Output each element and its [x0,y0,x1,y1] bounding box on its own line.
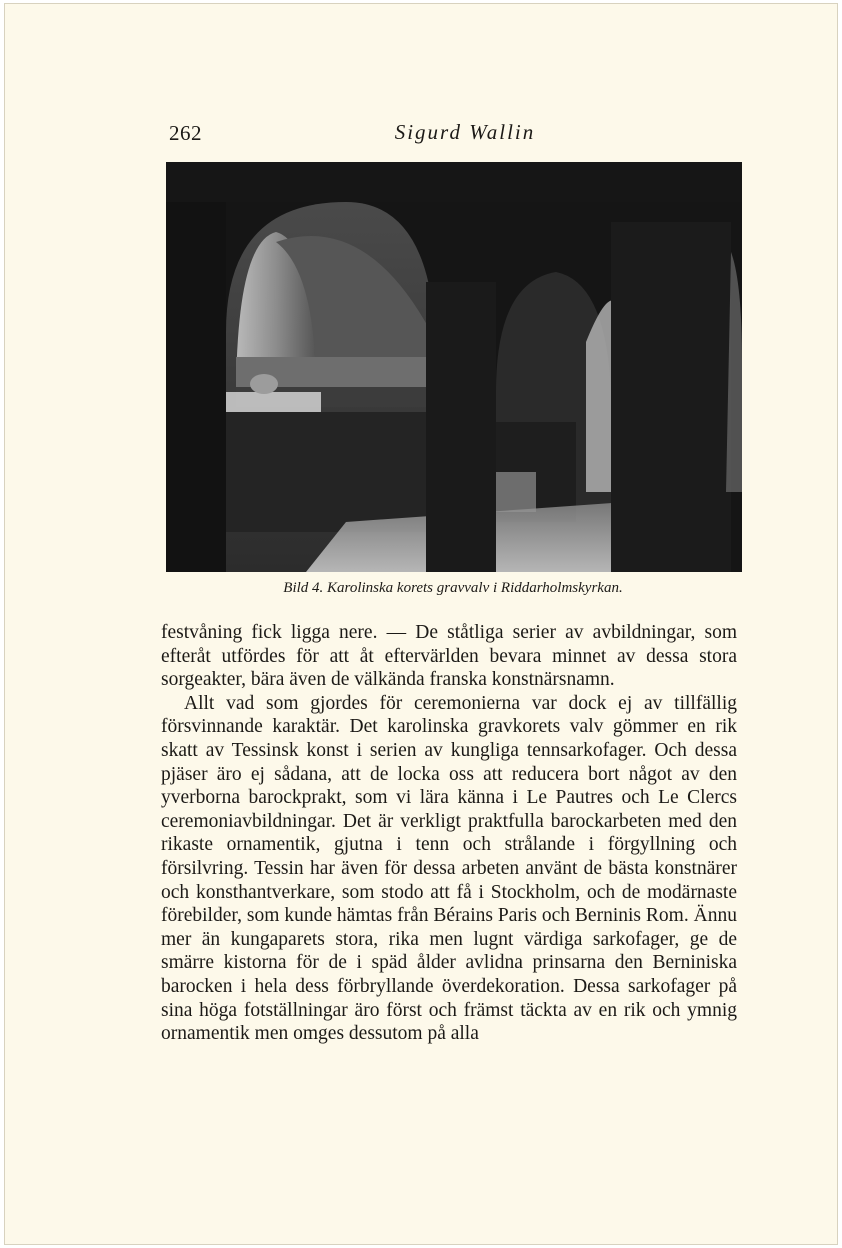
paragraph: festvåning fick ligga nere. — De ståtliga serier av avbildningar, som efteråt utfördes för att åt eftervärlden bevara minnet av dessa stora sorgeakter, bära även de välkända franska konstnärsnamn. [161,622,737,691]
body-text [161,621,737,1046]
figure-caption: Bild 4. Karolinska korets gravvalv i Riddarholmskyrkan. [283,580,623,596]
paragraph: Allt vad som gjordes för ceremonierna var dock ej av tillfällig försvinnande karaktär. Det karolinska gravkorets valv gömmer en rik skatt av Tessinsk konst i serien av kungliga tennsarkofager. Och dessa pjäser äro ej sådana, att de locka oss att reducera bort något av den yverborna barockprakt, som vi lära känna i Le Pautres och Le Clercs ceremoniavbildningar. Det är verkligt praktfulla barockarbeten med den rikaste ornamentik, gjutna i tenn och strålande i förgyllning och försilvring. Tessin har även för dessa arbeten använt de bästa konstnärer och konsthantverkare, som stodo att få i Stockholm, och de modärnaste förebilder, som kunde hämtas från Bérains Paris och Berninis Rom. Ännu mer än kungaparets stora, rika men lugnt värdiga sarkofager, ge de smärre kistorna för de i späd ålder avlidna prinsarna den Berniniska barocken i hela dess förbryllande överdekoration. Dessa sarkofager på sina höga fotställningar äro först och främst täckta av en rik och ymnig ornamentik men omges dessutom på alla [161,692,737,1045]
book-page [4,3,838,1245]
running-head: Sigurd Wallin [394,120,536,144]
crypt-photograph [166,162,742,572]
page-number: 262 [169,121,202,145]
